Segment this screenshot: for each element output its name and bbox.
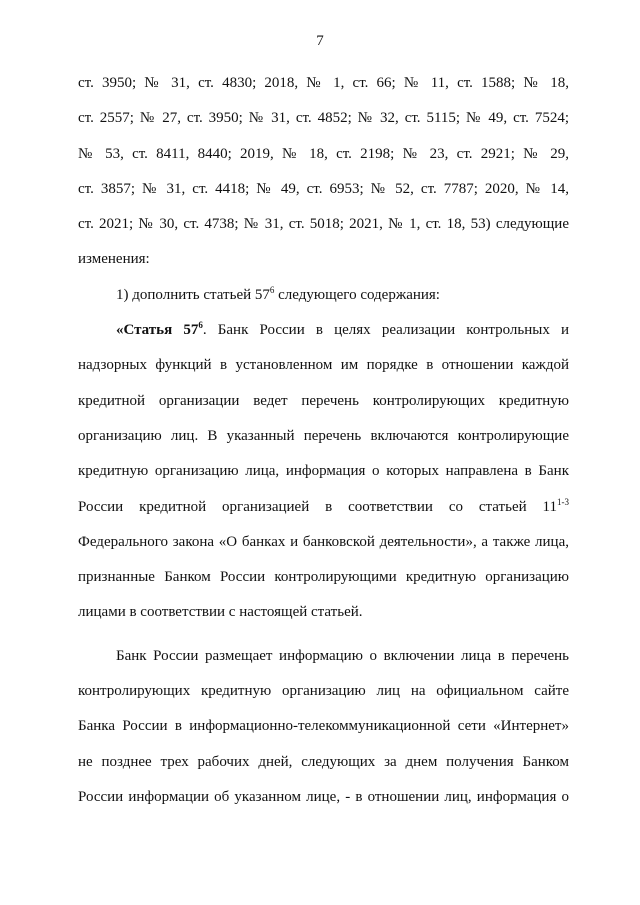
superscript: 6 [269, 284, 275, 295]
text-fragment: . Банк России в целях реализации контрольных и [202, 322, 570, 339]
text-line: признанные Банком России контролирующими кредитную организацию [78, 569, 569, 586]
document-body [78, 66, 569, 815]
paragraph-article-text [78, 313, 569, 631]
text-line: надзорных функций в установленном им порядке в отношении каждой [78, 357, 569, 374]
text-line: организацию лиц. В указанный перечень включаются контролирующие [78, 427, 569, 444]
text-fragment: 1) дополнить статьей 57 [116, 286, 270, 303]
text-fragment: следующего содержания: [274, 286, 440, 303]
text-line [78, 313, 569, 348]
paragraph-citations [78, 66, 569, 278]
text-line [78, 490, 569, 525]
text-line: кредитную организацию лица, информация о которых направлена в Банк [78, 463, 569, 480]
article-heading [116, 322, 203, 338]
paragraph-amendment-item [78, 278, 569, 313]
text-line: кредитной организации ведет перечень контролирующих кредитную [78, 392, 569, 409]
text-line: ст. 3950; № 31, ст. 4830; 2018, № 1, ст. 66; № 11, ст. 1588; № 18, [78, 75, 569, 91]
text-line [78, 278, 569, 313]
article-heading-sup: 6 [198, 320, 203, 331]
text-line: ст. 2021; № 30, ст. 4738; № 31, ст. 5018; 2021, № 1, ст. 18, 53) следующие [78, 216, 569, 233]
text-line: Банк России размещает информацию о включении лица в перечень [116, 647, 569, 664]
text-fragment: России кредитной организацией в соответствии со статьей 11 [78, 498, 557, 515]
text-line: контролирующих кредитную организацию лиц на официальном сайте [78, 683, 569, 700]
article-heading-text: «Статья 57 [116, 322, 199, 339]
text-line: изменения: [78, 251, 150, 268]
text-line: не позднее трех рабочих дней, следующих за днем получения Банком [78, 753, 569, 770]
page-number: 7 [316, 33, 324, 49]
superscript: 1-3 [557, 496, 569, 507]
text-line: лицами в соответствии с настоящей статьей. [78, 604, 363, 621]
text-line: России информации об указанном лице, - в отношении лиц, информация о [78, 788, 569, 805]
text-line: № 53, ст. 8411, 8440; 2019, № 18, ст. 2198; № 23, ст. 2921; № 29, [78, 145, 569, 162]
paragraph-gap [78, 631, 569, 639]
paragraph-publication [78, 639, 569, 815]
text-line: ст. 3857; № 31, ст. 4418; № 49, ст. 6953; № 52, ст. 7787; 2020, № 14, [78, 180, 569, 197]
text-line: Федерального закона «О банках и банковской деятельности», а также лица, [78, 533, 569, 550]
text-line: Банка России в информационно-телекоммуникационной сети «Интернет» [78, 718, 569, 735]
text-line: ст. 2557; № 27, ст. 3950; № 31, ст. 4852; № 32, ст. 5115; № 49, ст. 7524; [78, 110, 569, 127]
